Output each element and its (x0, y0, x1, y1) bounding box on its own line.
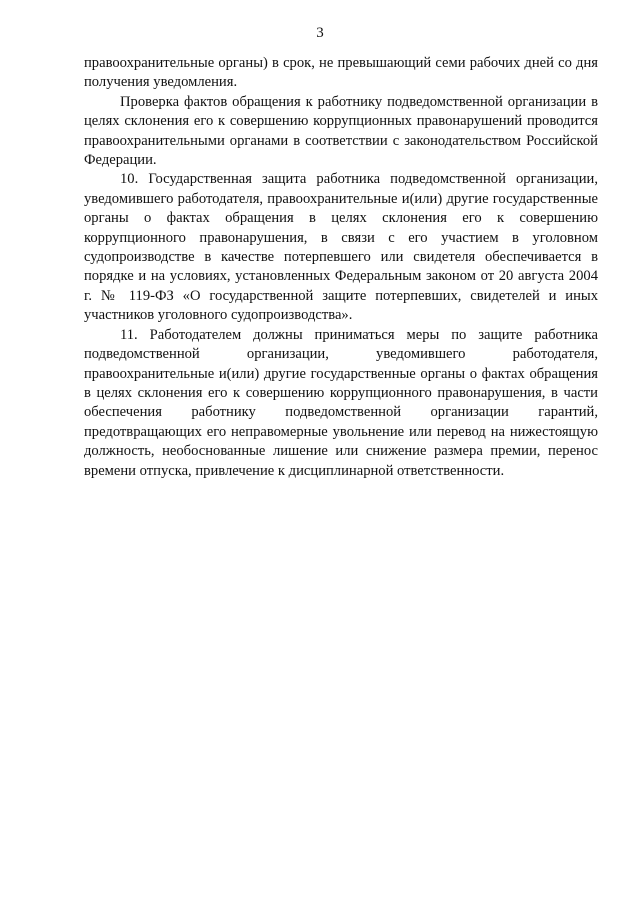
document-body (84, 54, 598, 481)
page-number: 3 (316, 25, 324, 41)
paragraph-10-state-protection: 10. Государственная защита работника подведомственной организации, уведомившего работодателя, правоохранительные и(или) другие государственные органы о фактах обращения в целях склонения его к совершению коррупционного правонарушения, в связи с его участием в уголовном судопроизводстве в качестве потерпевшего или свидетеля обеспечивается в порядке и на условиях, установленных Федеральным законом от 20 августа 2004 г. № 119-ФЗ «О государственной защите потерпевших, свидетелей и иных участников уголовного судопроизводства». (84, 171, 598, 324)
paragraph-verification: Проверка фактов обращения к работнику подведомственной организации в целях склонения его к совершению коррупционных правонарушений проводится правоохранительными органами в соответствии с законодательством Российской Федерации. (84, 93, 598, 169)
paragraph-11-employer-measures: 11. Работодателем должны приниматься меры по защите работника подведомственной организации, уведомившего работодателя, правоохранительные и(или) другие государственные органы о фактах обращения в целях склонения его к совершению коррупционного правонарушения, в части обеспечения работнику подведомственной организации гарантий, предотвращающих его неправомерные увольнение или перевод на нижестоящую должность, необоснованные лишение или снижение размера премии, перенос времени отпуска, привлечение к дисциплинарной ответственности. (84, 326, 598, 479)
paragraph-continuation: правоохранительные органы) в срок, не превышающий семи рабочих дней со дня получения уведомления. (84, 55, 598, 91)
